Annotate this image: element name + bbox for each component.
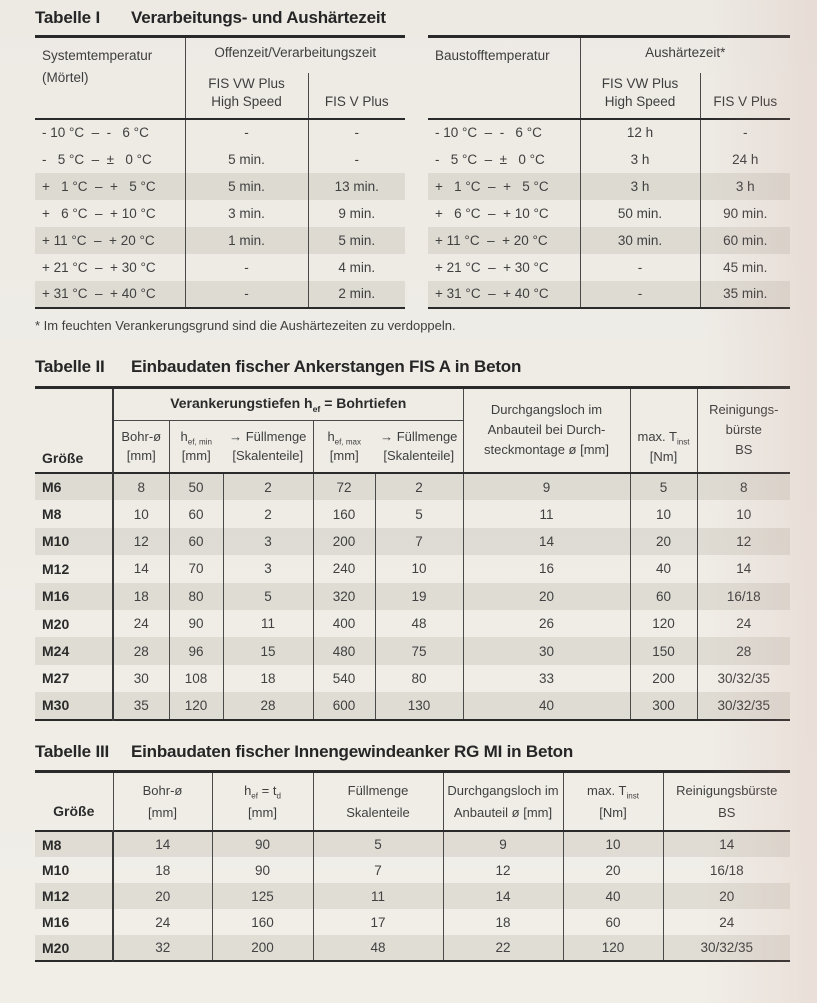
value-cell: 30/32/35 — [717, 697, 771, 713]
header-line: (Mörtel) — [42, 69, 89, 85]
value-cell: 5 min. — [228, 178, 265, 194]
value-cell: 90 — [169, 610, 223, 637]
row-label-cell: + 6 °C – + 10 °C — [35, 200, 185, 227]
value-cell: 14 — [113, 831, 212, 857]
header-line: Reinigungs- — [709, 402, 779, 418]
value-cell: 3 — [223, 555, 313, 582]
table-row — [35, 473, 790, 500]
col-header-reinigungsbuerste — [697, 387, 790, 473]
value-cell: 16 — [463, 555, 630, 582]
value-cell: 10 — [375, 555, 463, 582]
value-cell: 320 — [313, 583, 375, 610]
table1-label: Tabelle I — [35, 8, 100, 27]
table-row — [35, 883, 790, 909]
subscript: ef — [251, 791, 259, 801]
value-cell: 17 — [313, 909, 443, 935]
value-cell: 15 — [223, 637, 313, 664]
table-row — [35, 610, 790, 637]
value-cell: 150 — [630, 637, 697, 664]
value-cell: 24 — [719, 914, 735, 930]
table2-heading — [35, 357, 790, 377]
value-cell: 60 min. — [700, 227, 790, 254]
header-line: [Skalenteile] — [383, 448, 455, 464]
row-label-cell: M10 — [35, 528, 113, 555]
value-cell: 200 — [212, 935, 313, 961]
header-line: steckmontage ø [mm] — [484, 442, 609, 458]
table-row — [428, 173, 790, 200]
value-cell: 9 — [443, 831, 563, 857]
table-row — [428, 227, 790, 254]
table-row — [35, 500, 790, 527]
row-label-cell: M8 — [35, 831, 113, 857]
value-cell: 48 — [375, 610, 463, 637]
header-line — [315, 428, 375, 447]
value-cell: 5 min. — [228, 151, 265, 167]
value-cell: 120 — [169, 692, 223, 719]
value-cell: 120 — [630, 610, 697, 637]
section-tabelle-2 — [35, 357, 790, 721]
value-cell: 16/18 — [709, 862, 744, 878]
group-header-offenzeit: Offenzeit/Verarbeitungszeit — [214, 45, 377, 60]
value-cell: 5 min. — [308, 227, 405, 254]
row-label-cell: M16 — [35, 909, 113, 935]
value-cell: 108 — [169, 665, 223, 692]
value-cell: 40 — [563, 883, 663, 909]
table1-title: Verarbeitungs- und Aushärtezeit — [131, 8, 386, 27]
table-row — [35, 637, 790, 664]
value-cell: 5 — [223, 583, 313, 610]
value-cell: 9 — [463, 473, 630, 500]
table-row — [35, 665, 790, 692]
col-header-hef-min — [169, 420, 223, 473]
value-cell: 10 — [736, 506, 752, 522]
value-cell: 240 — [313, 555, 375, 582]
table1-footnote: * Im feuchten Verankerungsgrund sind die Aushärtezeiten zu verdoppeln. — [35, 317, 456, 333]
value-cell: 19 — [375, 583, 463, 610]
row-label-cell: M6 — [35, 473, 113, 500]
col-header-fuellmenge-max — [375, 420, 463, 473]
value-cell: 8 — [739, 479, 748, 495]
header-line — [171, 428, 223, 447]
row-label-cell: M10 — [35, 857, 113, 883]
table-row — [35, 555, 790, 582]
table1-left-body — [35, 119, 405, 308]
value-cell: 200 — [630, 665, 697, 692]
header-line: Baustofftemperatur — [435, 48, 550, 63]
col-header-fis-v-plus: FIS V Plus — [700, 73, 790, 119]
col-header-fis-vw-plus — [185, 73, 308, 119]
value-cell: 12 — [113, 528, 169, 555]
value-cell: 12 — [736, 533, 752, 549]
value-cell: 90 — [212, 831, 313, 857]
table2 — [35, 386, 790, 721]
value-cell: 60 — [630, 583, 697, 610]
header-line: Durchgangsloch im — [490, 402, 603, 418]
table1-pair — [35, 35, 790, 309]
value-cell: 20 — [113, 883, 212, 909]
row-label-cell: M20 — [35, 610, 113, 637]
section-tabelle-1 — [35, 8, 790, 333]
value-cell: - — [308, 119, 405, 146]
value-cell: 24 — [113, 909, 212, 935]
section-tabelle-3 — [35, 742, 790, 963]
value-cell: 3 h — [630, 178, 650, 194]
col-header-durchgangsloch — [463, 387, 630, 473]
table-row — [35, 254, 405, 281]
value-cell: 400 — [313, 610, 375, 637]
header-line: → Füllmenge — [380, 429, 458, 445]
row-label-cell: - 10 °C – - 6 °C — [35, 119, 185, 146]
subscript: inst — [676, 437, 690, 447]
value-cell: 9 min. — [308, 200, 405, 227]
value-cell: - — [244, 125, 249, 140]
col-header-fuellmenge-min — [223, 420, 313, 473]
value-cell: - — [637, 286, 643, 301]
value-cell: 5 — [375, 500, 463, 527]
value-cell: 28 — [113, 637, 169, 664]
header-line — [564, 780, 663, 802]
header-line: Füllmenge — [347, 782, 409, 798]
header-line: [mm] — [126, 448, 156, 464]
value-cell: 45 min. — [700, 254, 790, 281]
value-cell: 18 — [113, 857, 212, 883]
row-label-cell: M20 — [35, 935, 113, 961]
header-line: [mm] — [181, 448, 211, 464]
value-cell: 60 — [169, 500, 223, 527]
value-cell: - — [244, 286, 249, 301]
col-header-groesse: Größe — [35, 771, 113, 831]
table-row — [35, 692, 790, 719]
col-header-fis-v-plus: FIS V Plus — [308, 73, 405, 119]
header-line: [mm] — [248, 804, 277, 820]
table-row — [35, 831, 790, 857]
row-label-cell: + 11 °C – + 20 °C — [428, 227, 580, 254]
row-label-cell: + 31 °C – + 40 °C — [428, 281, 580, 308]
value-cell: - — [637, 259, 643, 275]
value-cell: 10 — [113, 500, 169, 527]
row-label-cell: M24 — [35, 637, 113, 664]
header-line: Systemtemperatur — [42, 48, 153, 63]
table-row — [428, 254, 790, 281]
value-cell: 14 — [736, 561, 752, 577]
table2-title: Einbaudaten fischer Ankerstangen FIS A in Beton — [131, 356, 522, 376]
value-cell: 60 — [563, 909, 663, 935]
value-cell: 3 — [223, 528, 313, 555]
table1-right-body — [428, 119, 790, 308]
value-cell: 30/32/35 — [717, 670, 771, 686]
header-line: Skalenteile — [346, 804, 410, 820]
value-cell: 12 — [443, 857, 563, 883]
value-cell: 18 — [223, 665, 313, 692]
value-cell: 28 — [223, 692, 313, 719]
row-label-cell: M16 — [35, 583, 113, 610]
header-line: [mm] — [329, 448, 359, 464]
value-cell: 2 min. — [308, 281, 405, 308]
value-cell: - — [308, 146, 405, 173]
header-line: Durchgangsloch im — [447, 782, 559, 798]
header-line: High Speed — [604, 94, 676, 110]
row-label-cell: M12 — [35, 555, 113, 582]
value-cell: - — [700, 119, 790, 146]
value-cell: 3 h — [700, 173, 790, 200]
value-cell: 20 — [630, 528, 697, 555]
col-header-durchgangsloch — [443, 771, 563, 831]
subscript: ef — [312, 403, 321, 414]
table-row — [35, 119, 405, 146]
value-cell: 600 — [313, 692, 375, 719]
table1-heading — [35, 8, 790, 28]
table-row — [428, 200, 790, 227]
value-cell: 96 — [169, 637, 223, 664]
value-cell: 24 — [113, 610, 169, 637]
value-cell: 30 — [113, 665, 169, 692]
value-cell: 40 — [463, 692, 630, 719]
value-cell: 11 — [313, 883, 443, 909]
header-line: FIS VW Plus — [601, 76, 679, 92]
value-cell: 33 — [463, 665, 630, 692]
value-cell: 1 min. — [228, 232, 265, 248]
row-label-cell: + 21 °C – + 30 °C — [428, 254, 580, 281]
value-cell: 14 — [443, 883, 563, 909]
value-cell: 12 h — [626, 125, 654, 140]
header-text: h — [327, 429, 335, 445]
table1-left-header-row1 — [35, 37, 405, 73]
value-cell: 4 min. — [308, 254, 405, 281]
value-cell: 30 — [463, 637, 630, 664]
col-header-fis-vw-plus — [580, 73, 700, 119]
table3 — [35, 770, 790, 963]
col-header-baustofftemperatur — [428, 37, 580, 119]
value-cell: 160 — [212, 909, 313, 935]
value-cell: 80 — [169, 583, 223, 610]
col-header-groesse: Größe — [35, 387, 113, 473]
header-line: bürste — [725, 422, 762, 438]
header-line: High Speed — [211, 94, 282, 110]
subscript: ef, max — [334, 437, 362, 447]
value-cell: 11 — [223, 610, 313, 637]
value-cell: 22 — [443, 935, 563, 961]
header-text: h — [244, 782, 252, 798]
value-cell: 13 min. — [308, 173, 405, 200]
value-cell: - — [244, 259, 249, 275]
value-cell: 18 — [113, 583, 169, 610]
header-line: Bohr-ø — [142, 782, 183, 798]
header-line — [632, 427, 696, 447]
header-line: [Skalenteile] — [232, 448, 304, 464]
header-text: = t — [258, 782, 277, 798]
value-cell: 2 — [223, 473, 313, 500]
value-cell: 16/18 — [726, 588, 761, 604]
value-cell: 200 — [313, 528, 375, 555]
value-cell: 20 — [719, 888, 735, 904]
row-label-cell: - 10 °C – - 6 °C — [428, 119, 580, 146]
value-cell: 10 — [630, 500, 697, 527]
value-cell: 7 — [313, 857, 443, 883]
value-cell: 70 — [169, 555, 223, 582]
value-cell: 35 min. — [700, 281, 790, 308]
value-cell: 5 — [630, 473, 697, 500]
value-cell: 60 — [169, 528, 223, 555]
value-cell: 540 — [313, 665, 375, 692]
value-cell: 90 — [212, 857, 313, 883]
value-cell: 10 — [563, 831, 663, 857]
header-line: Bohr-ø — [121, 429, 162, 445]
row-label-cell: - 5 °C – ± 0 °C — [428, 146, 580, 173]
row-label-cell: + 11 °C – + 20 °C — [35, 227, 185, 254]
subscript: d — [276, 791, 281, 801]
header-line: BS — [735, 442, 753, 458]
col-header-hef-max — [313, 420, 375, 473]
value-cell: 125 — [212, 883, 313, 909]
header-text: max. T — [586, 782, 627, 798]
value-cell: 40 — [630, 555, 697, 582]
table-row — [428, 146, 790, 173]
table1-right — [428, 35, 790, 309]
table3-title: Einbaudaten fischer Innengewindeanker RG MI in Beton — [131, 741, 574, 761]
header-line: Anbauteil bei Durch- — [487, 422, 606, 438]
table3-body — [35, 831, 790, 961]
value-cell: 24 h — [700, 146, 790, 173]
value-cell: 26 — [463, 610, 630, 637]
value-cell: 14 — [113, 555, 169, 582]
value-cell: 11 — [463, 500, 630, 527]
row-label-cell: - 5 °C – ± 0 °C — [35, 146, 185, 173]
row-label-cell: + 1 °C – + 5 °C — [428, 173, 580, 200]
value-cell: 7 — [375, 528, 463, 555]
table-row — [35, 857, 790, 883]
table1-left — [35, 35, 405, 309]
value-cell: 5 — [313, 831, 443, 857]
table-row — [35, 146, 405, 173]
value-cell: 48 — [313, 935, 443, 961]
table-row — [35, 909, 790, 935]
value-cell: 18 — [443, 909, 563, 935]
table-row — [35, 200, 405, 227]
value-cell: 8 — [113, 473, 169, 500]
value-cell: 300 — [630, 692, 697, 719]
row-label-cell: M27 — [35, 665, 113, 692]
value-cell: 72 — [313, 473, 375, 500]
row-label-cell: M12 — [35, 883, 113, 909]
col-header-reinigungsbuerste — [663, 771, 790, 831]
value-cell: 24 — [736, 616, 752, 632]
header-line — [213, 780, 313, 802]
value-cell: 20 — [563, 857, 663, 883]
header-line: → Füllmenge — [229, 429, 307, 445]
col-header-max-tinst — [563, 771, 663, 831]
col-header-max-tinst — [630, 387, 697, 473]
value-cell: 90 min. — [700, 200, 790, 227]
header-line: Anbauteil ø [mm] — [453, 804, 553, 820]
value-cell: 120 — [563, 935, 663, 961]
table-row — [35, 583, 790, 610]
table1-right-header-row1 — [428, 37, 790, 73]
row-label-cell: M8 — [35, 500, 113, 527]
value-cell: 130 — [375, 692, 463, 719]
col-header-hef-td — [212, 771, 313, 831]
table-row — [35, 227, 405, 254]
table3-label: Tabelle III — [35, 741, 110, 761]
value-cell: 80 — [375, 665, 463, 692]
col-header-bohr — [113, 771, 212, 831]
col-header-fuellmenge — [313, 771, 443, 831]
header-text: = Bohrtiefen — [320, 394, 407, 411]
table2-header-row1 — [35, 387, 790, 420]
value-cell: 35 — [113, 692, 169, 719]
header-text: max. T — [637, 428, 677, 444]
table2-label: Tabelle II — [35, 356, 105, 376]
header-line: [Nm] — [599, 804, 627, 820]
value-cell: 30 min. — [617, 232, 663, 248]
header-text: h — [180, 429, 188, 445]
row-label-cell: + 6 °C – + 10 °C — [428, 200, 580, 227]
value-cell: 3 h — [630, 151, 650, 167]
value-cell: 2 — [223, 500, 313, 527]
header-line: BS — [718, 804, 736, 820]
table-row — [35, 528, 790, 555]
table-row — [35, 173, 405, 200]
row-label-cell: + 31 °C – + 40 °C — [35, 281, 185, 308]
header-line: [mm] — [148, 804, 177, 820]
header-text: Verankerungstiefen h — [170, 394, 313, 411]
value-cell: 30/32/35 — [700, 940, 754, 956]
col-header-systemtemperatur — [35, 37, 185, 119]
value-cell: 2 — [375, 473, 463, 500]
value-cell: 14 — [463, 528, 630, 555]
value-cell: 32 — [113, 935, 212, 961]
header-line: FIS VW Plus — [208, 76, 285, 92]
value-cell: 50 min. — [617, 205, 663, 221]
value-cell: 3 min. — [228, 205, 265, 221]
table3-heading — [35, 742, 790, 762]
value-cell: 50 — [169, 473, 223, 500]
subscript: ef, min — [187, 437, 212, 447]
group-header-aushaertezeit: Aushärtezeit* — [645, 45, 726, 60]
row-label-cell: + 21 °C – + 30 °C — [35, 254, 185, 281]
subscript: inst — [626, 791, 640, 801]
row-label-cell: + 1 °C – + 5 °C — [35, 173, 185, 200]
value-cell: 20 — [463, 583, 630, 610]
table3-header-row — [35, 771, 790, 831]
value-cell: 14 — [719, 837, 735, 853]
value-cell: 75 — [375, 637, 463, 664]
table2-body — [35, 473, 790, 720]
col-header-bohr — [113, 420, 169, 473]
value-cell: 160 — [313, 500, 375, 527]
group-header-verankerungstiefen — [113, 387, 463, 420]
header-line: Reinigungsbürste — [676, 782, 778, 798]
table-row — [428, 119, 790, 146]
table-row — [35, 281, 405, 308]
row-label-cell: M30 — [35, 692, 113, 719]
value-cell: 480 — [313, 637, 375, 664]
table-row — [35, 935, 790, 961]
value-cell: 28 — [736, 643, 752, 659]
table-row — [428, 281, 790, 308]
header-line: [Nm] — [649, 448, 678, 464]
